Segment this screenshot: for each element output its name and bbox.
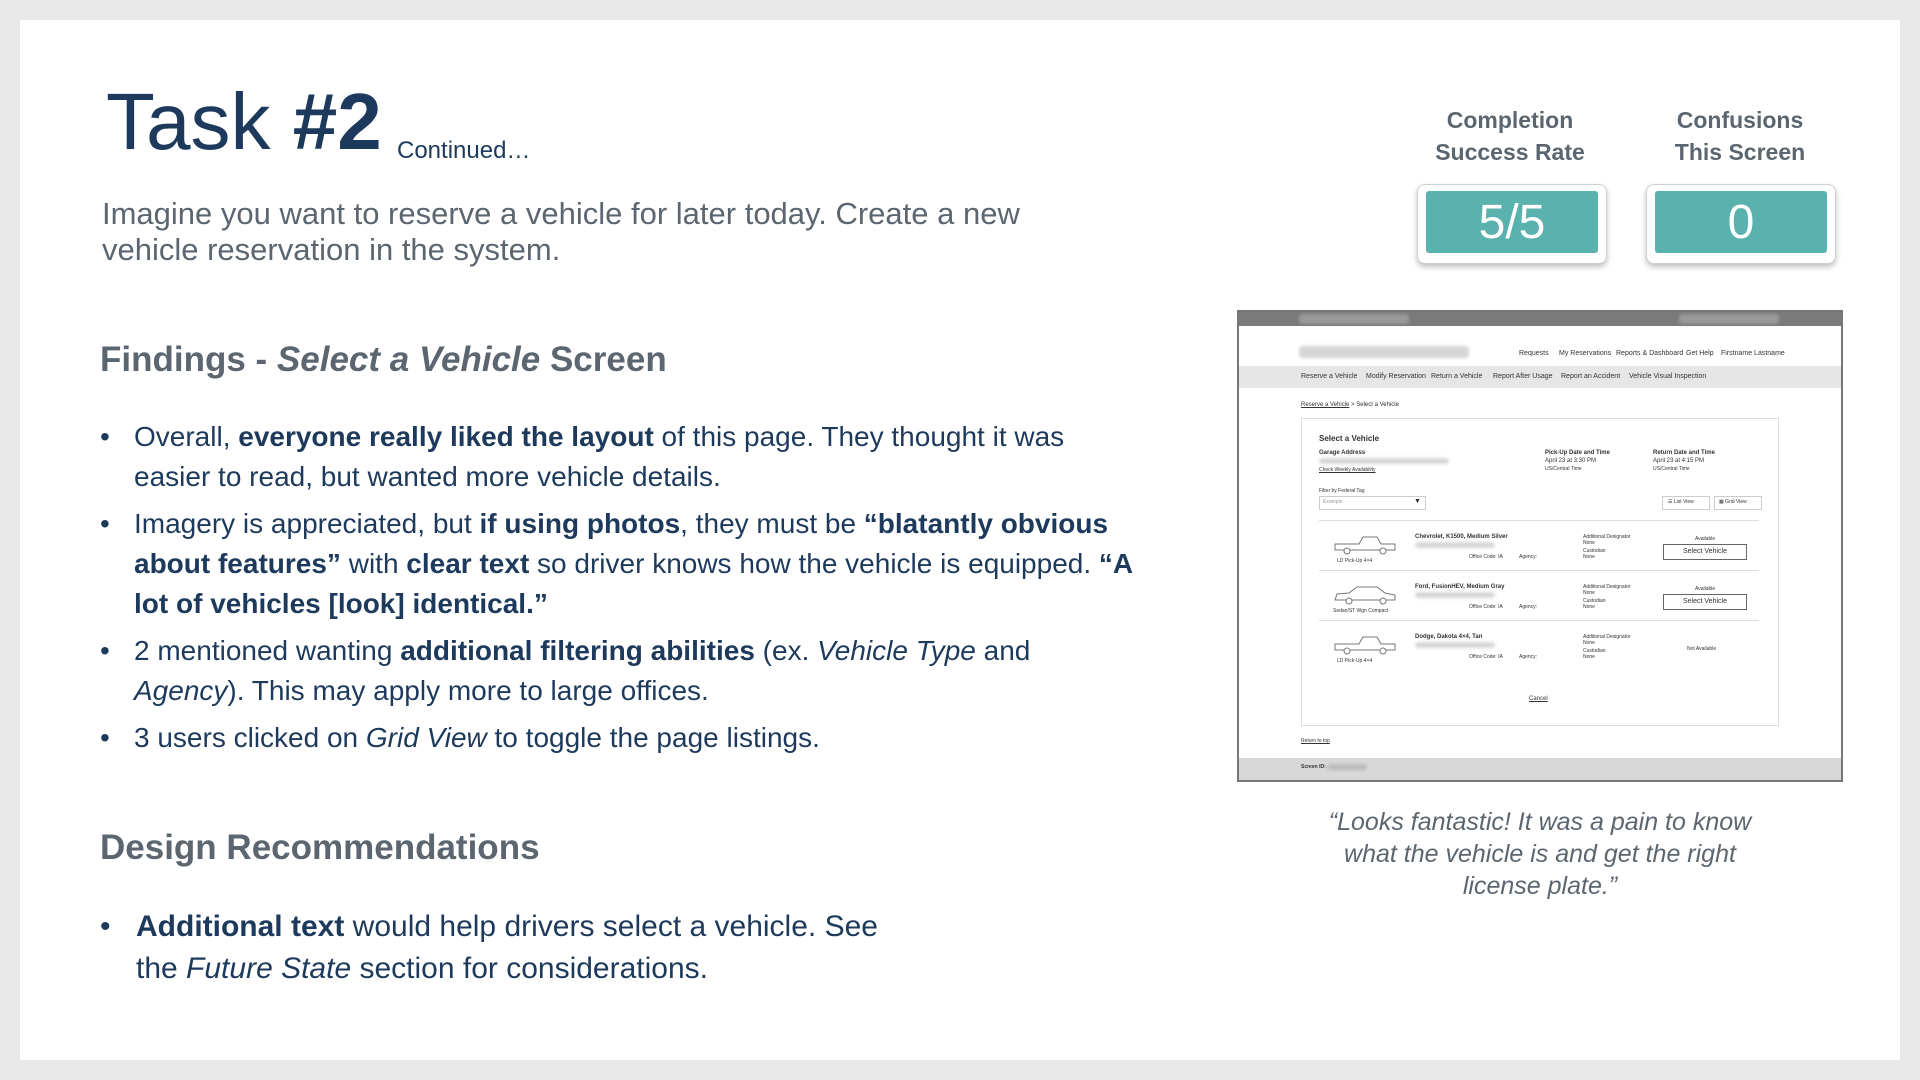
wf-nav: Return a Vehicle <box>1431 373 1483 380</box>
wf-vehicle-name: Dodge, Dakota 4×4, Tan <box>1415 634 1483 640</box>
wf-select-vehicle-button: Select Vehicle <box>1663 594 1747 610</box>
wf-panel <box>1301 418 1779 726</box>
wf-link: Requests <box>1519 350 1549 357</box>
finding-item: • 3 users clicked on Grid View to toggle the page listings. <box>100 718 1140 758</box>
findings-heading: Findings - Select a Vehicle Screen <box>100 340 667 379</box>
metric-card-confusions <box>1646 184 1836 264</box>
wf-filter-icon: ▼ <box>1414 498 1421 505</box>
wf-nav: Vehicle Visual Inspection <box>1629 373 1707 380</box>
wf-nav: Report After Usage <box>1493 373 1553 380</box>
wf-link: Firstname Lastname <box>1721 350 1785 357</box>
wf-vehicle-name: Chevrolet, K1500, Medium Silver <box>1415 534 1508 540</box>
slide <box>20 20 1900 1060</box>
wf-panel-title: Select a Vehicle <box>1319 434 1380 443</box>
wf-check-link: Check Weekly Availability <box>1319 467 1376 473</box>
task-prompt: Imagine you want to reserve a vehicle for later today. Create a new vehicle reservation in the system. <box>102 196 1020 267</box>
finding-item: • 2 mentioned wanting additional filtering abilities (ex. Vehicle Type and Agency). This may apply more to large offices. <box>100 631 1140 711</box>
user-quote: “Looks fantastic! It was a pain to know what the vehicle is and get the right license plate.” <box>1328 808 1752 900</box>
wf-link: Get Help <box>1686 350 1714 357</box>
confusions-value: 0 <box>1655 191 1827 253</box>
pickup-truck-icon <box>1333 634 1399 656</box>
wf-cancel-link: Cancel <box>1529 696 1548 702</box>
pickup-truck-icon <box>1333 534 1399 556</box>
wf-breadcrumb: Reserve a Vehicle > Select a Vehicle <box>1301 402 1399 408</box>
completion-value: 5/5 <box>1426 191 1598 253</box>
metric-label-confusions: Confusions This Screen <box>1674 107 1806 165</box>
finding-item: • Imagery is appreciated, but if using photos, they must be “blatantly obvious about features” with clear text so driver knows how the vehicle is equipped. “A lot of vehicles [look] identical.” <box>100 504 1140 624</box>
continued-label: Continued… <box>397 137 531 164</box>
findings-list <box>100 417 1140 765</box>
page-title: Task #2 <box>106 77 382 166</box>
recommendation-list <box>100 906 920 990</box>
design-heading: Design Recommendations <box>100 828 540 867</box>
wf-link: Reports & Dashboard <box>1616 350 1684 357</box>
wf-return-top-link: Return to top <box>1301 738 1330 744</box>
wf-select-vehicle-button: Select Vehicle <box>1663 544 1747 560</box>
wf-nav: Report an Accident <box>1561 373 1621 380</box>
wireframe-screenshot: Requests My Reservations Reports & Dashboard Get Help Firstname Lastname Reserve a Vehicle Modify Reservation Return a Vehicle Report After Usage Report an Accident Vehicle Visual Inspection Reserve a Vehicle > Select a Vehicle Select a Vehicle Garage Address Check Weekly Availability Pick-Up Date and Time April 23 at 3:30 PM US/Central Time Return Date and Time April 23 at 4:15 PM US/Central Time Filter by Federal Tag Example ▼ ☰ List View ▦ Grid View LD Pick-Up 4×4 Chevrolet, K1500, Medium Silver Office Code: IA Agency: Additional Designator None Custodian None Available Select Vehicle Sedan/ST Wgn Compact Ford, FusionHEV, Medium Gray Office Code: IA Agency: Additional Designator None Custodian None Available Select Vehicle LD Pick-Up 4×4 Dodge, Dakota 4×4, Tan Office Code: IA Agency: Additional Designator None Custodian None Not Available Cancel Return to top Screen ID: <box>1237 310 1843 782</box>
finding-item: • Overall, everyone really liked the layout of this page. They thought it was easier to read, but wanted more vehicle details. <box>100 417 1140 497</box>
recommendation-item: • Additional text would help drivers select a vehicle. See the Future State section for considerations. <box>100 906 920 990</box>
wf-vehicle-name: Ford, FusionHEV, Medium Gray <box>1415 584 1505 590</box>
wf-nav: Reserve a Vehicle <box>1301 373 1358 380</box>
metric-card-completion <box>1417 184 1607 264</box>
wf-link: My Reservations <box>1559 350 1612 357</box>
sedan-icon <box>1333 584 1399 606</box>
metric-label-completion: Completion Success Rate <box>1435 107 1585 165</box>
wf-nav: Modify Reservation <box>1366 373 1426 380</box>
